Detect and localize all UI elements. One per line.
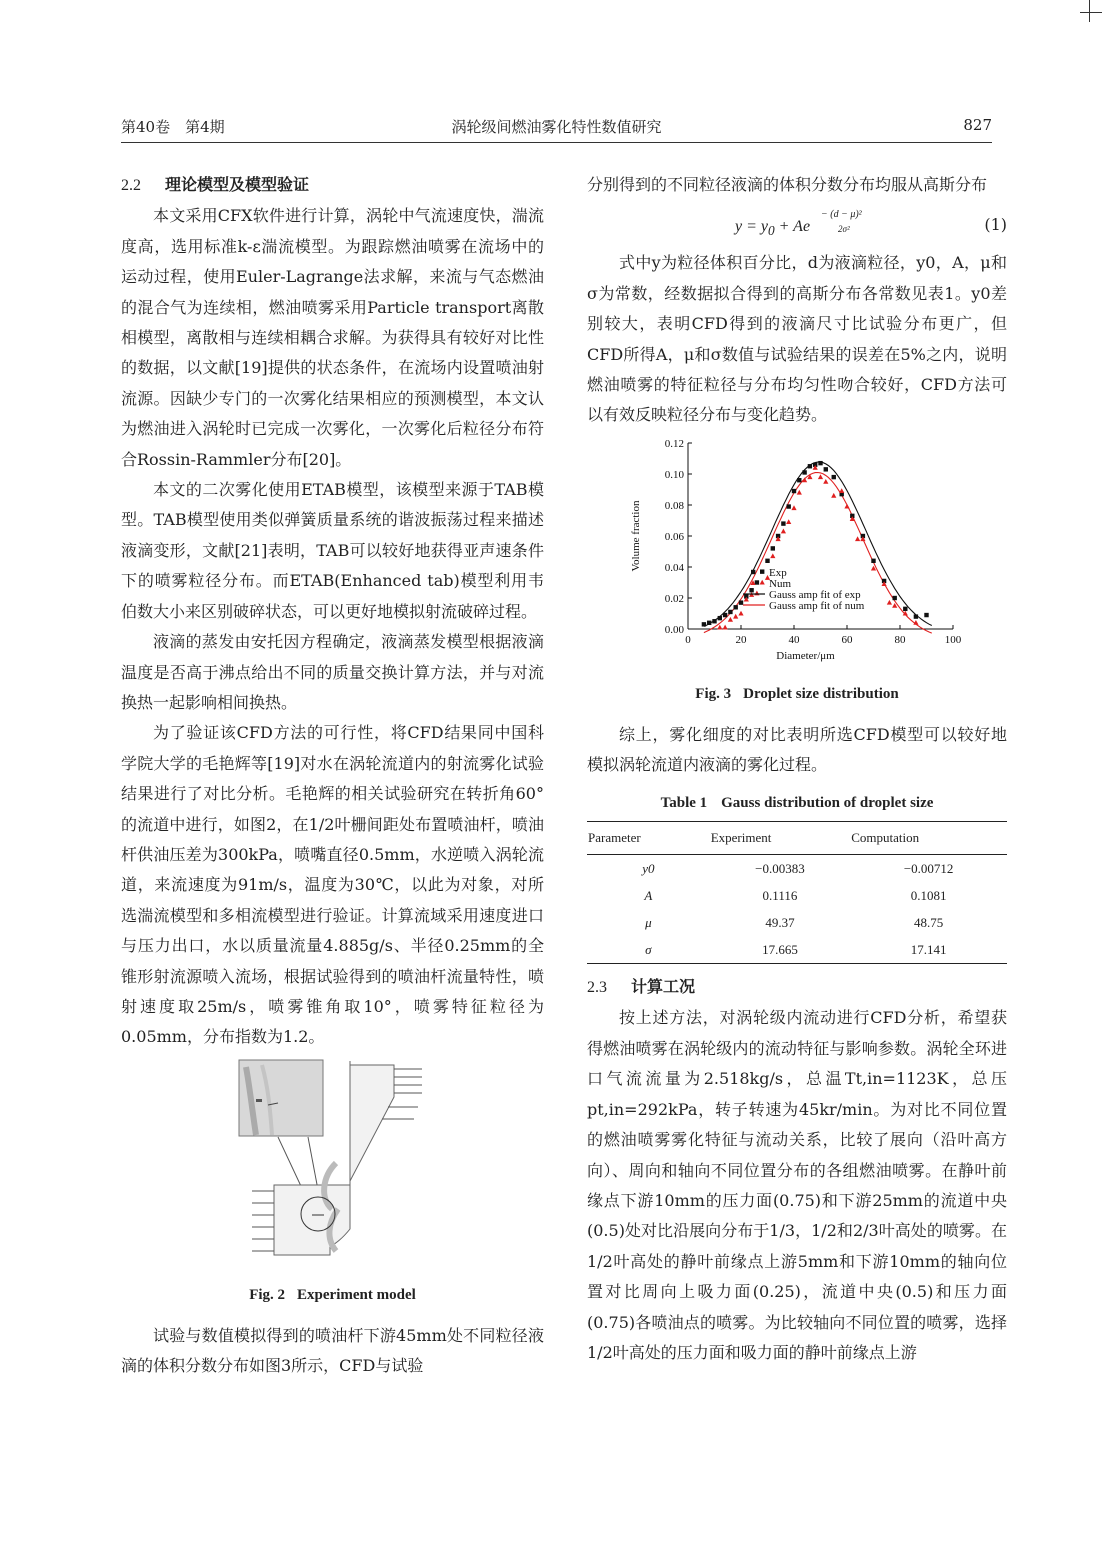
y-tick-label: 0.06 — [664, 530, 684, 543]
x-tick-label: 0 — [685, 633, 691, 646]
x-axis-label: Diameter/μm — [776, 649, 835, 662]
y-tick-label: 0.04 — [664, 561, 684, 574]
legend-label: Exp — [769, 566, 787, 579]
data-point-num — [733, 614, 738, 619]
x-tick-label: 100 — [944, 633, 962, 646]
data-point-exp — [924, 613, 928, 617]
equation-number: (1) — [984, 215, 1007, 235]
data-point-exp — [755, 580, 759, 584]
data-point-num — [839, 488, 844, 493]
table-header-row — [587, 821, 1007, 854]
data-point-exp — [787, 504, 791, 508]
table-cell: σ — [587, 936, 710, 964]
data-point-num — [831, 493, 836, 498]
data-point-num — [723, 624, 728, 629]
data-point-num — [760, 580, 765, 585]
data-point-num — [754, 590, 759, 595]
paragraph: 液滴的蒸发由安托因方程确定，液滴蒸发模型根据液滴温度是否高于沸点给出不同的质量交换计算方法，并与对流换热一起影响相间换热。 — [121, 632, 544, 712]
paragraph: 式中y为粒径体积百分比，d为液滴粒径，y0，A，μ和σ为常数，经数据拟合得到的高斯分布各常数见表1。y0差别较大，表明CFD得到的液滴尺寸比试验分布更广，但CFD所得A，μ和σ数值与试验结果的误差在5%之内，说明燃油喷雾的特征粒径与分布均匀性吻合较好，CFD方法可以有效反映粒径分布与变化趋势。 — [587, 253, 1007, 425]
left-column — [121, 170, 544, 1382]
data-point-exp — [781, 521, 785, 525]
data-point-num — [786, 519, 791, 524]
table-row — [587, 909, 1007, 936]
table-row — [587, 882, 1007, 909]
x-tick-label: 80 — [894, 633, 906, 646]
data-point-exp — [792, 489, 796, 493]
paragraph: 本文采用CFX软件进行计算，涡轮中气流速度快，湍流度高，选用标准k-ε湍流模型。为跟踪燃油喷雾在流场中的运动过程，使用Euler-Lagrange法求解，来流与气态燃油的混合气为连续相，燃油喷雾采用Particle transport离散相模型，离散相与连续相耦合求解。为获得具有较好对比性的数据，以文献[19]提供的状态条件，在流场内设置喷油射流源。因缺少专门的一次雾化结果相应的预测模型，本文认为燃油进入涡轮时已完成一次雾化，一次雾化后粒径分布符合Rossin-Rammler分布[20]。 — [121, 206, 544, 469]
column-header: Parameter — [587, 821, 710, 854]
table-row — [587, 936, 1007, 964]
section-heading-2-2: 2.2 理论模型及模型验证 — [121, 175, 310, 194]
data-point-exp — [718, 616, 722, 620]
data-point-exp — [893, 596, 897, 600]
data-point-exp — [824, 467, 828, 471]
y-tick-label: 0.12 — [664, 437, 684, 450]
data-point-exp — [808, 464, 812, 468]
table-cell: −0.00383 — [755, 861, 805, 877]
table-cell: 0.1081 — [910, 888, 947, 904]
data-point-exp — [749, 588, 753, 592]
figure-2-caption: Fig. 2 Experiment model — [249, 1286, 416, 1303]
data-point-exp — [771, 546, 775, 550]
table-cell: 17.141 — [850, 936, 1007, 964]
figure-3-caption: Fig. 3 Droplet size distribution — [695, 685, 899, 702]
table-cell: μ — [645, 915, 652, 931]
data-point-num — [807, 474, 812, 479]
paragraph: 为了验证该CFD方法的可行性，将CFD结果同中国科学院大学的毛艳辉等[19]对水在涡轮流道内的射流雾化试验结果进行了对比分析。毛艳辉的相关试验研究在转折角60°的流道中进行，如图2，在1/2叶栅间距处布置喷油杆，喷油杆供油压差为300kPa，喷嘴直径0.5mm，水逆喷入涡轮流道，来流速度为91m/s，温度为30℃，以此为对象，对所选湍流模型和多相流模型进行验证。计算流域采用速度进口与压力出口，水以质量流量4.885g/s、半径0.25mm的全锥形射流源喷入流场，根据试验得到的喷油杆流量特性，喷射速度取25m/s，喷雾锥角取10°，喷雾特征粒径为0.05mm，分布指数为1.2。 — [121, 723, 544, 1047]
data-point-exp — [728, 610, 732, 614]
data-point-num — [728, 617, 733, 622]
section-heading-2-3: 2.3 计算工况 — [587, 977, 696, 997]
paragraph: 本文的二次雾化使用ETAB模型，该模型来源于TAB模型。TAB模型使用类似弹簧质量系统的谐波振荡过程来描述液滴变形，文献[21]表明，TAB可以较好地获得亚声速条件下的喷雾粒径分布。而ETAB(Enhanced tab)模型利用韦伯数大小来区别破碎状态，可以更好地模拟射流破碎过程。 — [121, 480, 544, 621]
data-point-exp — [760, 569, 764, 573]
data-point-exp — [712, 619, 716, 623]
data-point-exp — [903, 606, 907, 610]
column-header: Experiment — [710, 821, 851, 854]
table-row — [587, 855, 1007, 883]
running-title: 涡轮级间燃油雾化特性数值研究 — [451, 118, 662, 136]
data-point-exp — [818, 461, 822, 465]
data-point-exp — [802, 470, 806, 474]
table-cell: 48.75 — [913, 915, 944, 931]
data-point-exp — [914, 614, 918, 618]
data-point-num — [823, 479, 828, 484]
data-point-exp — [739, 600, 743, 604]
legend-marker — [751, 570, 755, 574]
legend-label: Gauss amp fit of num — [769, 599, 865, 612]
y-axis-label: Volume fraction — [630, 500, 642, 572]
table-cell: 49.37 — [765, 915, 795, 931]
table-cell: 17.665 — [710, 936, 851, 964]
data-point-num — [781, 528, 786, 533]
data-point-exp — [765, 558, 769, 562]
data-point-exp — [707, 620, 711, 624]
data-point-exp — [723, 613, 727, 617]
data-point-exp — [832, 475, 836, 479]
page-number: 827 — [963, 116, 992, 134]
data-point-num — [802, 477, 807, 482]
equation-1: $y = y_0 + Ae$ − (d − μ)² 2σ² (1) — [587, 200, 1007, 248]
y-tick-label: 0.02 — [664, 592, 684, 605]
data-point-exp — [871, 558, 875, 562]
figure-3-chart — [623, 435, 963, 680]
table-1 — [587, 821, 1007, 964]
header-rule — [121, 142, 992, 143]
right-column — [587, 170, 1007, 1368]
paragraph: 分别得到的不同粒径液滴的体积分数分布均服从高斯分布 — [587, 175, 988, 194]
x-tick-label: 20 — [735, 633, 747, 646]
journal-volume: 第40卷 第4期 — [121, 118, 225, 136]
table-cell: 0.1116 — [762, 888, 798, 904]
y-tick-label: 0.08 — [664, 499, 684, 512]
table-cell: y0 — [642, 861, 655, 877]
paragraph: 按上述方法，对涡轮级内流动进行CFD分析，希望获得燃油喷雾在涡轮级内的流动特征与影响参数。涡轮全环进口气流流量为2.518kg/s，总温Tt,in=1123K，总压pt,in=292kPa，转子转速为45kr/min。为对比不同位置的燃油喷雾雾化特征与流动关系，比较了展向（沿叶高方向）、周向和轴向不同位置分布的各组燃油喷雾。在静叶前缘点下游10mm的压力面(0.75)和下游25mm的流道中央(0.5)处对比沿展向分布于1/3，1/2和2/3叶高处的喷雾。在1/2叶高处的静叶前缘点上游5mm和下游10mm的轴向位置对比周向上吸力面(0.25)，流道中央(0.5)和压力面(0.75)各喷油点的喷雾。为比较轴向不同位置的喷雾，选择1/2叶高处的压力面和吸力面的静叶前缘点上游 — [587, 1008, 1007, 1362]
data-point-exp — [734, 605, 738, 609]
data-point-exp — [797, 478, 801, 482]
x-tick-label: 40 — [788, 633, 800, 646]
paragraph: 综上，雾化细度的对比表明所选CFD模型可以较好地模拟涡轮流道内液滴的雾化过程。 — [587, 724, 1007, 775]
data-point-num — [717, 624, 722, 629]
data-point-exp — [702, 622, 706, 626]
crop-mark — [1080, 0, 1102, 22]
column-header: Computation — [850, 821, 1007, 854]
table-cell: −0.00712 — [903, 861, 954, 877]
table-cell: A — [644, 888, 653, 904]
running-header — [121, 116, 992, 140]
data-point-num — [797, 490, 802, 495]
paragraph: 试验与数值模拟得到的喷油杆下游45mm处不同粒径液滴的体积分数分布如图3所示，CFD与试验 — [121, 1325, 544, 1376]
table-1-caption: Table 1 Gauss distribution of droplet size — [660, 794, 934, 811]
data-point-num — [844, 504, 849, 509]
y-tick-label: 0.00 — [664, 623, 684, 636]
x-tick-label: 60 — [841, 633, 853, 646]
data-point-num — [791, 505, 796, 510]
figure-2-experiment-model — [238, 1059, 428, 1271]
data-point-num — [855, 536, 860, 541]
data-point-num — [738, 611, 743, 616]
data-point-num — [887, 600, 892, 605]
legend-label: Num — [769, 577, 791, 590]
legend-label: Gauss amp fit of exp — [769, 588, 861, 601]
data-point-num — [818, 474, 823, 479]
data-point-num — [770, 553, 775, 558]
y-tick-label: 0.10 — [664, 468, 684, 481]
